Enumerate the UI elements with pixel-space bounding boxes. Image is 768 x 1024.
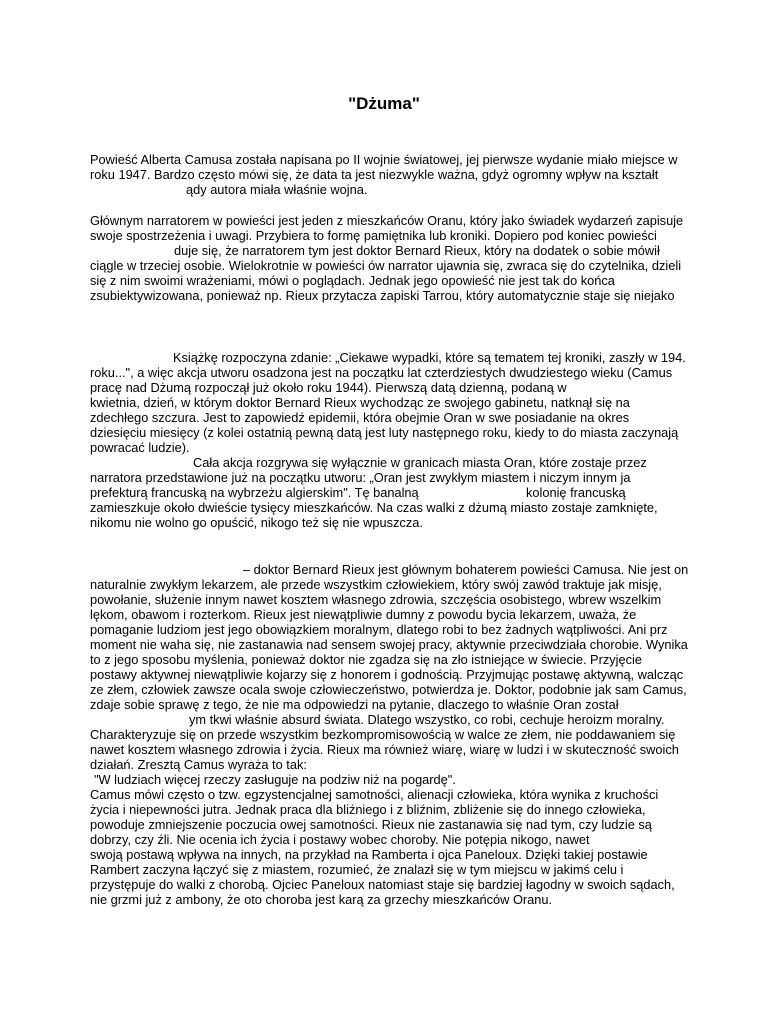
text-line: kolonię francuską <box>526 485 626 500</box>
text-line: Cała akcja rozgrywa się wyłącznie w granicach miasta Oran, które zostaje przez <box>193 455 647 470</box>
text-line: działań. Zresztą Camus wyraża to tak: <box>90 757 307 772</box>
text-line: swoje spostrzeżenia i uwagi. Przybiera to formę pamiętnika lub kroniki. Dopiero pod koniec powieści <box>90 228 657 243</box>
text-line: powoduje zmniejszenie poczucia owej samotności. Rieux nie zastanawia się nad tym, czy ludzie są <box>90 817 652 832</box>
text-line: narratora przedstawione już na początku utworu: „Oran jest zwykłym miastem i niczym innym ja <box>90 470 631 485</box>
text-line: kwietnia, dzień, w którym doktor Bernard Rieux wychodząc ze swojego gabinetu, natknął się na <box>90 395 630 410</box>
text-line: prefekturą francuską na wybrzeżu algierskim". Tę banalną <box>90 485 419 500</box>
text-line: życia i niepewności jutra. Jednak praca dla bliźniego i z bliźnim, zbliżenie się do innego człowieka, <box>90 802 646 817</box>
text-line: lękom, obawom i rozterkom. Rieux jest niewątpliwie dumny z powodu bycia lekarzem, uważa, że <box>90 607 637 622</box>
text-line: się z nim swoimi wrażeniami, mówi o poglądach. Jednak jego opowieść nie jest tak do końca <box>90 273 615 288</box>
text-line: dobrzy, czy źli. Nie ocenia ich życia i postawy wobec choroby. Nie potępia nikogo, nawet <box>90 832 590 847</box>
text-line: Charakteryzuje się on przede wszystkim bezkompromisowością w walce ze złem, nie poddawaniem się <box>90 727 676 742</box>
text-line: ym tkwi właśnie absurd świata. Dlatego wszystko, co robi, cechuje heroizm moralny. <box>189 712 665 727</box>
text-line: przystępuje do walki z chorobą. Ojciec Paneloux natomiast staje się bardziej łagodny w swoich sądach, <box>90 877 675 892</box>
text-line: powołanie, służenie innym nawet kosztem własnego zdrowia, szczęścia osobistego, wbrew wszelkim <box>90 592 662 607</box>
text-line: Powieść Alberta Camusa została napisana po II wojnie światowej, jej pierwsze wydanie miało miejsce w <box>90 152 678 167</box>
text-line: zamieszkuje około dwieście tysięcy mieszkańców. Na czas walki z dżumą miasto zostaje zamknięte, <box>90 500 658 515</box>
text-line: roku 1947. Bardzo często mówi się, że data ta jest niezwykle ważna, gdyż ogromny wpływ na kształt <box>90 167 659 182</box>
text-line: Książkę rozpoczyna zdanie: „Ciekawe wypadki, które są tematem tej kroniki, zaszły w 194. <box>173 350 686 365</box>
text-line: to z jego sposobu myślenia, ponieważ doktor nie zgadza się na zło istniejące w świecie. Przyjęcie <box>90 652 642 667</box>
text-line: zdaje sobie sprawę z tego, że nie ma odpowiedzi na pytanie, dlaczego to właśnie Oran został <box>90 697 619 712</box>
text-line: duje się, że narratorem tym jest doktor Bernard Rieux, który na dodatek o sobie mówił <box>174 243 660 258</box>
text-line: pracę nad Dżumą rozpoczął już około roku 1944). Pierwszą datą dzienną, podaną w <box>90 380 567 395</box>
text-line: ze złem, człowiek zawsze ocala swoje człowieczeństwo, potwierdza je. Doktor, podobnie jak sam Camus, <box>90 682 687 697</box>
text-line: pomaganie ludziom jest jego obowiązkiem moralnym, dlatego robi to bez żadnych wątpliwości. Ani prz <box>90 622 668 637</box>
text-line: powracać ludzie). <box>90 440 190 455</box>
text-line: nie grzmi już z ambony, że oto choroba jest karą za grzechy mieszkańców Oranu. <box>90 892 553 907</box>
document-title: "Dżuma" <box>348 94 420 113</box>
quote-line: "W ludziach więcej rzeczy zasługuje na podziw niż na pogardę". <box>94 772 456 787</box>
text-line: naturalnie zwykłym lekarzem, ale przede wszystkim człowiekiem, który swój zawód traktuje jak misję, <box>90 577 662 592</box>
text-line: ądy autora miała właśnie wojna. <box>186 182 368 197</box>
text-line: zdechłego szczura. Jest to zapowiedź epidemii, która obejmie Oran w swe posiadanie na okres <box>90 410 630 425</box>
text-line: Głównym narratorem w powieści jest jeden z mieszkańców Oranu, który jako świadek wydarzeń zapisuje <box>90 213 684 228</box>
text-line: – doktor Bernard Rieux jest głównym bohaterem powieści Camusa. Nie jest on <box>243 562 689 577</box>
text-line: Camus mówi często o tzw. egzystencjalnej samotności, alienacji człowieka, która wynika z kruchości <box>90 787 659 802</box>
text-line: nikomu nie wolno go opuścić, nikogo też się nie wpuszcza. <box>90 515 423 530</box>
text-line: ciągle w trzeciej osobie. Wielokrotnie w powieści ów narrator ujawnia się, zwraca się do czytelnika, dzieli <box>90 258 682 273</box>
text-line: dziesięciu miesięcy (z kolei ostatnią pewną datą jest luty następnego roku, kiedy to do miasta zaczynają <box>90 425 679 440</box>
text-line: roku...", a więc akcja utworu osadzona jest na początku lat czterdziestych dwudziestego wieku (Camus <box>90 365 673 380</box>
text-line: moment nie waha się, nie zastanawia nad sensem swojej pracy, aktywnie przeciwdziała chorobie. Wynika <box>90 637 688 652</box>
text-line: zsubiektywizowana, ponieważ np. Rieux przytacza zapiski Tarrou, który automatycznie staje się niejako <box>90 288 675 303</box>
text-line: swoją postawą wpływa na innych, na przykład na Ramberta i ojca Paneloux. Dzięki takiej postawie <box>90 847 648 862</box>
text-line: nawet kosztem własnego zdrowia i życia. Rieux ma również wiarę, wiarę w ludzi i w skuteczność swoich <box>90 742 679 757</box>
text-line: Rambert zaczyna łączyć się z miastem, rozumieć, że znalazł się w tym miejscu w jakimś celu i <box>90 862 624 877</box>
text-line: postawy aktywnej niewątpliwie kojarzy się z honorem i godnością. Przyjmując postawę aktywną, walcząc <box>90 667 684 682</box>
